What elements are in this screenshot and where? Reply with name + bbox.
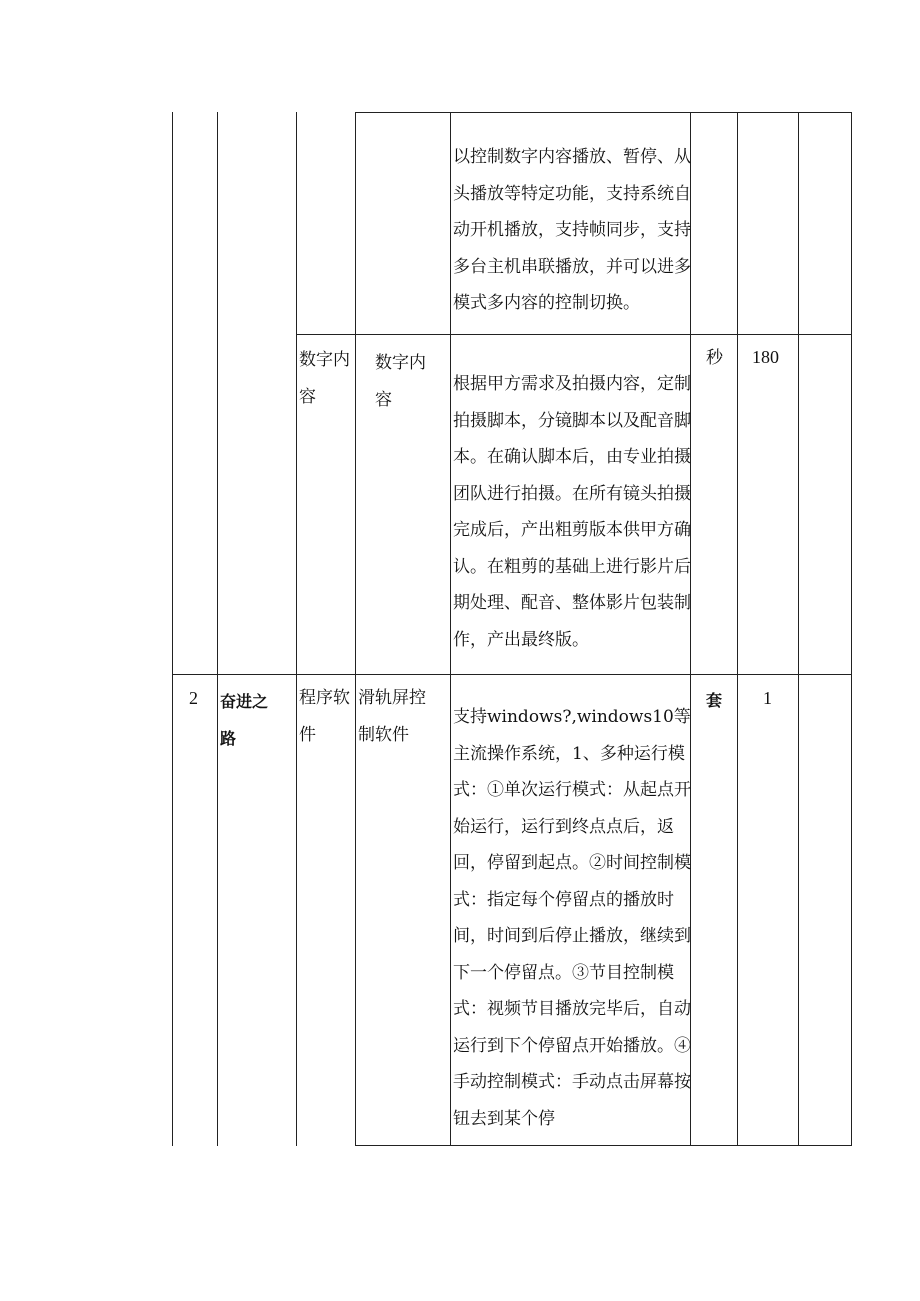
row3-unit: 套: [706, 691, 723, 710]
border-col-2: [217, 112, 218, 1146]
border-row-2: [172, 674, 852, 675]
row2-category: 数字内容: [299, 350, 350, 407]
row3-description: 支持windows?,windows10等主流操作系统，1、多种运行模式：①单次运行模式：从起点开始运行，运行到终点点后，返回，停留到起点。②时间控制模式：指定每个停留点的播放时间，时间到后停止播放，继续到下一个停留点。③节目控制模式：视频节目播放完毕后，自动运行到下个停留点开始播放。④手动控制模式：手动点击屏幕按钮去到某个停: [453, 707, 691, 1129]
row3-project: 奋进之路: [220, 692, 269, 748]
border-col-left: [172, 112, 173, 1146]
row3-item: 滑轨屏控制软件: [358, 688, 426, 745]
row1-description: 以控制数字内容播放、暂停、从头播放等特定功能，支持系统自动开机播放，支持帧同步，支持多台主机串联播放，并可以进多模式多内容的控制切换。: [453, 147, 691, 313]
row3-index: 2: [189, 688, 198, 708]
border-row-top: [355, 112, 852, 113]
border-col-7: [737, 112, 738, 1146]
row3-category: 程序软件: [299, 688, 350, 745]
border-col-8: [798, 112, 799, 1146]
border-col-4: [355, 112, 356, 1146]
border-col-3: [296, 112, 297, 1146]
border-col-right: [851, 112, 852, 1146]
row2-quantity: 180: [752, 347, 779, 367]
border-row-1: [296, 334, 852, 335]
border-row-bottom: [355, 1145, 852, 1146]
row2-description: 根据甲方需求及拍摄内容，定制拍摄脚本，分镜脚本以及配音脚本。在确认脚本后，由专业拍摄团队进行拍摄。在所有镜头拍摄完成后，产出粗剪版本供甲方确认。在粗剪的基础上进行影片后期处理、配音、整体影片包装制作，产出最终版。: [453, 374, 691, 650]
row3-quantity: 1: [763, 688, 772, 708]
row2-item: 数字内容: [375, 353, 426, 410]
row2-unit: 秒: [706, 348, 723, 368]
border-col-5: [450, 112, 451, 1146]
